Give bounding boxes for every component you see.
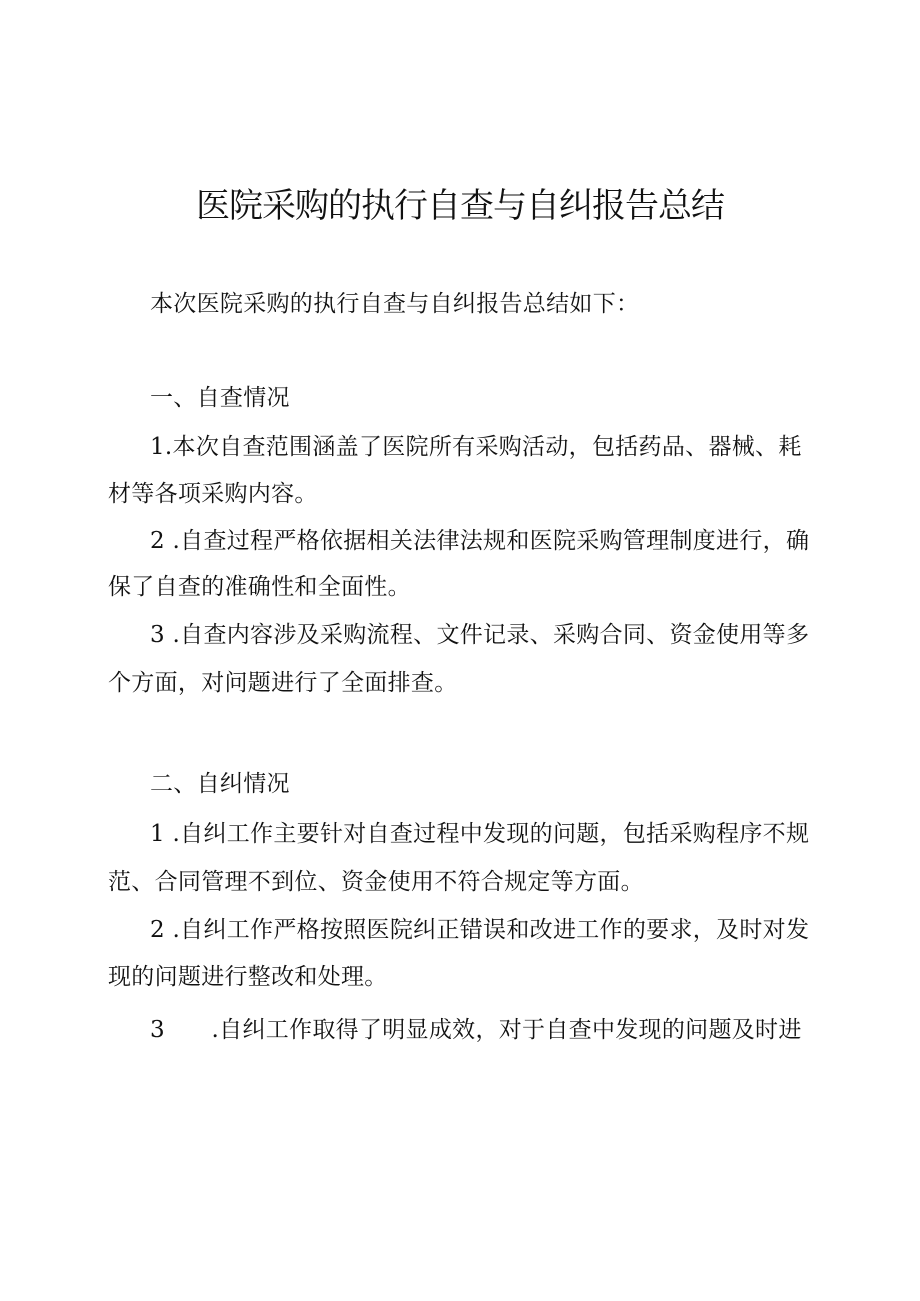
list-item-line: 范、合同管理不到位、资金使用不符合规定等方面。 — [108, 869, 644, 895]
list-item-line: 个方面，对问题进行了全面排查。 — [108, 670, 458, 696]
list-item-line: 保了自查的准确性和全面性。 — [108, 574, 411, 600]
section-heading: 一、自查情况 — [150, 385, 290, 411]
list-item-line: 3 .自查内容涉及采购流程、文件记录、采购合同、资金使用等多 — [150, 622, 810, 648]
list-item-line: 材等各项采购内容。 — [108, 481, 318, 507]
section-heading: 二、自纠情况 — [150, 771, 290, 797]
list-item-line: 1 .自纠工作主要针对自查过程中发现的问题，包括采购程序不规 — [150, 821, 810, 847]
list-item-line: 2 .自纠工作严格按照医院纠正错误和改进工作的要求，及时对发 — [150, 917, 810, 943]
document-title: 医院采购的执行自查与自纠报告总结 — [196, 186, 724, 226]
list-item-line: 2 .自查过程严格依据相关法律法规和医院采购管理制度进行，确 — [150, 528, 810, 554]
intro-paragraph: 本次医院采购的执行自查与自纠报告总结如下： — [150, 291, 640, 317]
list-item-line: 现的问题进行整改和处理。 — [108, 964, 388, 990]
list-item-line: 3 .自纠工作取得了明显成效，对于自查中发现的问题及时进 — [150, 1017, 802, 1043]
list-item-line: 1.本次自查范围涵盖了医院所有采购活动，包括药品、器械、耗 — [150, 434, 802, 460]
